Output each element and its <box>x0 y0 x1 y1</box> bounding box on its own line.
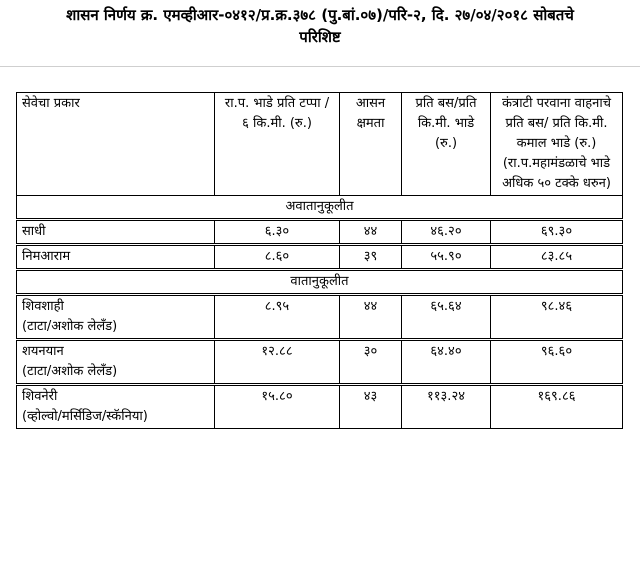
cell-fare: ६.३० <box>215 220 340 245</box>
cell-per-bus: ६४.४० <box>402 340 491 385</box>
header-per-bus-per-km: प्रति बस/प्रति कि.मी. भाडे (रु.) <box>402 93 491 196</box>
section-row-non-ac <box>17 196 623 220</box>
cell-seats: ४४ <box>340 295 402 340</box>
table-row <box>17 245 623 270</box>
cell-per-bus: ४६.२० <box>402 220 491 245</box>
section-label-non-ac: अवातानुकूलीत <box>17 196 623 220</box>
cell-seats: ३९ <box>340 245 402 270</box>
service-type-makes: (व्होल्वो/मर्सिडिज/स्कॅनिया) <box>22 409 148 424</box>
cell-service-type <box>17 295 215 340</box>
table-row <box>17 385 623 429</box>
section-row-ac <box>17 270 623 295</box>
service-type-name: शिवशाही <box>22 299 64 314</box>
service-type-makes: (टाटा/अशोक लेलँड) <box>22 319 118 334</box>
cell-service-type: साधी <box>17 220 215 245</box>
heading-line-1: शासन निर्णय क्र. एमव्हीआर-०४१२/प्र.क्र.३७८ (पु.बां.०७)/परि-२, दि. २७/०४/२०१८ सोबतचे <box>66 6 574 24</box>
service-type-name: शिवनेरी <box>22 389 58 404</box>
table-row <box>17 220 623 245</box>
cell-fare: १२.८८ <box>215 340 340 385</box>
header-seat-capacity: आसन क्षमता <box>340 93 402 196</box>
cell-seats: ३० <box>340 340 402 385</box>
cell-seats: ४३ <box>340 385 402 429</box>
heading-line-2: परिशिष्ट <box>299 28 341 46</box>
header-contract-max-fare: कंत्राटी परवाना वाहनाचे प्रति बस/ प्रति कि.मी. कमाल भाडे (रु.) (रा.प.महामंडळाचे भाडे अधिक ५० टक्के धरुन) <box>491 93 623 196</box>
cell-fare: ८.९५ <box>215 295 340 340</box>
heading-divider <box>0 66 640 67</box>
cell-service-type <box>17 340 215 385</box>
fare-table <box>16 92 623 429</box>
cell-seats: ४४ <box>340 220 402 245</box>
cell-service-type <box>17 385 215 429</box>
section-label-ac: वातानुकूलीत <box>17 270 623 295</box>
service-type-makes: (टाटा/अशोक लेलँड) <box>22 364 118 379</box>
header-fare-per-stage: रा.प. भाडे प्रति टप्पा / ६ कि.मी. (रु.) <box>215 93 340 196</box>
cell-contract: ६९.३० <box>491 220 623 245</box>
cell-fare: ८.६० <box>215 245 340 270</box>
cell-per-bus: ११३.२४ <box>402 385 491 429</box>
table-header-row <box>17 93 623 196</box>
cell-contract: ९८.४६ <box>491 295 623 340</box>
document-heading <box>0 4 640 48</box>
cell-fare: १५.८० <box>215 385 340 429</box>
cell-contract: ८३.८५ <box>491 245 623 270</box>
header-service-type: सेवेचा प्रकार <box>17 93 215 196</box>
cell-per-bus: ६५.६४ <box>402 295 491 340</box>
cell-per-bus: ५५.९० <box>402 245 491 270</box>
table-row <box>17 340 623 385</box>
cell-contract: १६९.८६ <box>491 385 623 429</box>
cell-service-type: निमआराम <box>17 245 215 270</box>
cell-contract: ९६.६० <box>491 340 623 385</box>
table-row <box>17 295 623 340</box>
service-type-name: शयनयान <box>22 344 64 359</box>
